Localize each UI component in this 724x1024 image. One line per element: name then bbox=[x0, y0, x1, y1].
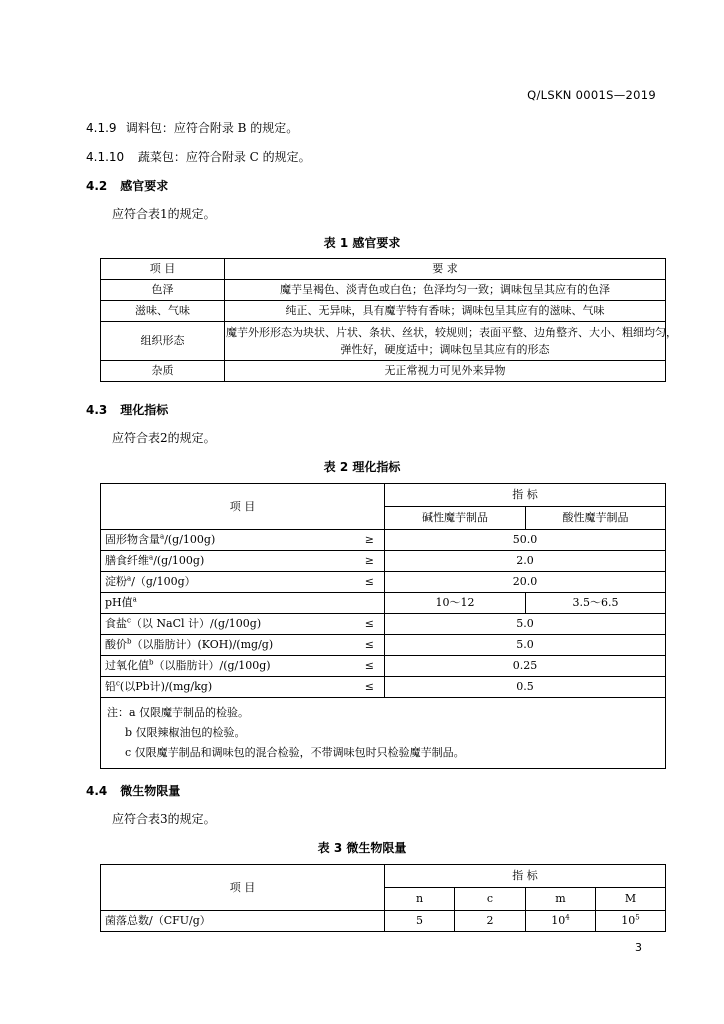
header-cell: 要 求 bbox=[225, 259, 666, 280]
value-cell: 2.0 bbox=[385, 551, 666, 572]
section-heading-4-2 bbox=[86, 177, 168, 194]
header-cell: 指 标 bbox=[385, 865, 666, 888]
section-number: 4.3 bbox=[86, 403, 108, 417]
value-cell: 50.0 bbox=[385, 530, 666, 551]
value-cell: 0.25 bbox=[385, 656, 666, 677]
table-row bbox=[101, 593, 666, 614]
requirement-cell: 魔芋呈褐色、淡青色或白色；色泽均匀一致；调味包呈其应有的色泽 bbox=[225, 280, 666, 301]
requirement-cell: 无正常视力可见外来异物 bbox=[225, 361, 666, 382]
table-header-row bbox=[101, 865, 666, 888]
item-cell: 色泽 bbox=[101, 280, 225, 301]
item-cell: 组织形态 bbox=[101, 322, 225, 361]
item-cell: 食盐$^c$（以 NaCl 计）/(g/100g) ≤ bbox=[101, 614, 385, 635]
requirement-cell: 纯正、无异味，具有魔芋特有香味；调味包呈其应有的滋味、气味 bbox=[225, 301, 666, 322]
value-cell: $10^5$ bbox=[596, 911, 666, 932]
header-cell: 指 标 bbox=[385, 484, 666, 507]
table-header-row bbox=[101, 484, 666, 507]
table-row bbox=[101, 572, 666, 593]
section-title: 微生物限量 bbox=[120, 784, 181, 798]
section-heading-4-4 bbox=[86, 782, 180, 799]
clause-number: 4.1.9 bbox=[86, 121, 117, 135]
header-cell: M bbox=[596, 888, 666, 911]
clause-4-1-9 bbox=[86, 119, 298, 136]
table-row bbox=[101, 551, 666, 572]
item-cell: 膳食纤维$^a$/(g/100g) ≥ bbox=[101, 551, 385, 572]
table-row bbox=[101, 530, 666, 551]
table-row bbox=[101, 911, 666, 932]
value-cell: 5 bbox=[385, 911, 455, 932]
value-cell: 3.5～6.5 bbox=[526, 593, 666, 614]
note-line: b 仅限辣椒油包的检验。 bbox=[125, 726, 246, 739]
header-cell: m bbox=[526, 888, 596, 911]
section-number: 4.2 bbox=[86, 179, 108, 193]
item-cell: 酸价$^b$（以脂肪计）(KOH)/(mg/g) ≤ bbox=[101, 635, 385, 656]
table-row bbox=[101, 656, 666, 677]
requirement-cell bbox=[225, 322, 677, 361]
header-cell: 项 目 bbox=[101, 865, 385, 911]
value-cell: 2 bbox=[455, 911, 526, 932]
table3-caption: 表 3 微生物限量 bbox=[317, 841, 407, 855]
header-cell: 项 目 bbox=[101, 259, 225, 280]
item-cell: 铅$^c$(以Pb计)/(mg/kg) ≤ bbox=[101, 677, 385, 698]
table1-caption: 表 1 感官要求 bbox=[323, 236, 401, 250]
clause-text: 调料包：应符合附录 B 的规定。 bbox=[125, 121, 299, 135]
item-cell: pH值$^a$ bbox=[101, 593, 385, 614]
header-cell: c bbox=[455, 888, 526, 911]
table2-caption: 表 2 理化指标 bbox=[323, 460, 401, 474]
item-cell: 淀粉$^a$/（g/100g） ≤ bbox=[101, 572, 385, 593]
section-intro: 应符合表1的规定。 bbox=[112, 207, 216, 221]
item-cell: 杂质 bbox=[101, 361, 225, 382]
section-title: 感官要求 bbox=[120, 179, 169, 193]
clause-number: 4.1.10 bbox=[86, 150, 125, 164]
note-line: c 仅限魔芋制品和调味包的混合检验，不带调味包时只检验魔芋制品。 bbox=[125, 746, 465, 759]
section-heading-4-3 bbox=[86, 401, 168, 418]
value-cell: 0.5 bbox=[385, 677, 666, 698]
value-cell: 5.0 bbox=[385, 635, 666, 656]
page-number: 3 bbox=[635, 941, 642, 954]
header-cell: 项 目 bbox=[101, 484, 385, 530]
item-cell: 过氧化值$^b$（以脂肪计）/(g/100g) ≤ bbox=[101, 656, 385, 677]
header-cell: 酸性魔芋制品 bbox=[526, 507, 666, 530]
table-row bbox=[101, 614, 666, 635]
section-number: 4.4 bbox=[86, 784, 108, 798]
section-title: 理化指标 bbox=[120, 403, 169, 417]
table-row bbox=[101, 361, 666, 382]
section-intro: 应符合表2的规定。 bbox=[112, 431, 216, 445]
note-line: 注：a 仅限魔芋制品的检验。 bbox=[107, 706, 250, 719]
item-cell: 滋味、气味 bbox=[101, 301, 225, 322]
value-cell: $10^4$ bbox=[526, 911, 596, 932]
item-cell: 固形物含量$^a$/(g/100g) ≥ bbox=[101, 530, 385, 551]
standard-code: Q/LSKN 0001S—2019 bbox=[527, 88, 656, 102]
table-row bbox=[101, 280, 666, 301]
value-cell: 10～12 bbox=[385, 593, 526, 614]
table-row bbox=[101, 322, 666, 361]
value-cell: 5.0 bbox=[385, 614, 666, 635]
clause-text: 蔬菜包：应符合附录 C 的规定。 bbox=[137, 150, 311, 164]
table-row bbox=[101, 677, 666, 698]
table-microbial bbox=[100, 864, 666, 932]
table-header-row bbox=[101, 259, 666, 280]
table-notes-row bbox=[101, 698, 666, 769]
table-row bbox=[101, 301, 666, 322]
table-sensory bbox=[100, 258, 677, 382]
value-cell: 20.0 bbox=[385, 572, 666, 593]
section-intro: 应符合表3的规定。 bbox=[112, 812, 216, 826]
notes-cell bbox=[101, 698, 666, 769]
table-physicochemical bbox=[100, 483, 666, 769]
requirement-line: 魔芋外形形态为块状、片状、条状、丝状，较规则；表面平整、边角整齐、大小、粗细均匀， bbox=[226, 326, 677, 339]
header-cell: n bbox=[385, 888, 455, 911]
header-cell: 碱性魔芋制品 bbox=[385, 507, 526, 530]
item-cell: 菌落总数/（CFU/g） bbox=[101, 911, 385, 932]
table-row bbox=[101, 635, 666, 656]
requirement-line: 弹性好，硬度适中；调味包呈其应有的形态 bbox=[340, 343, 550, 356]
clause-4-1-10 bbox=[86, 148, 311, 165]
